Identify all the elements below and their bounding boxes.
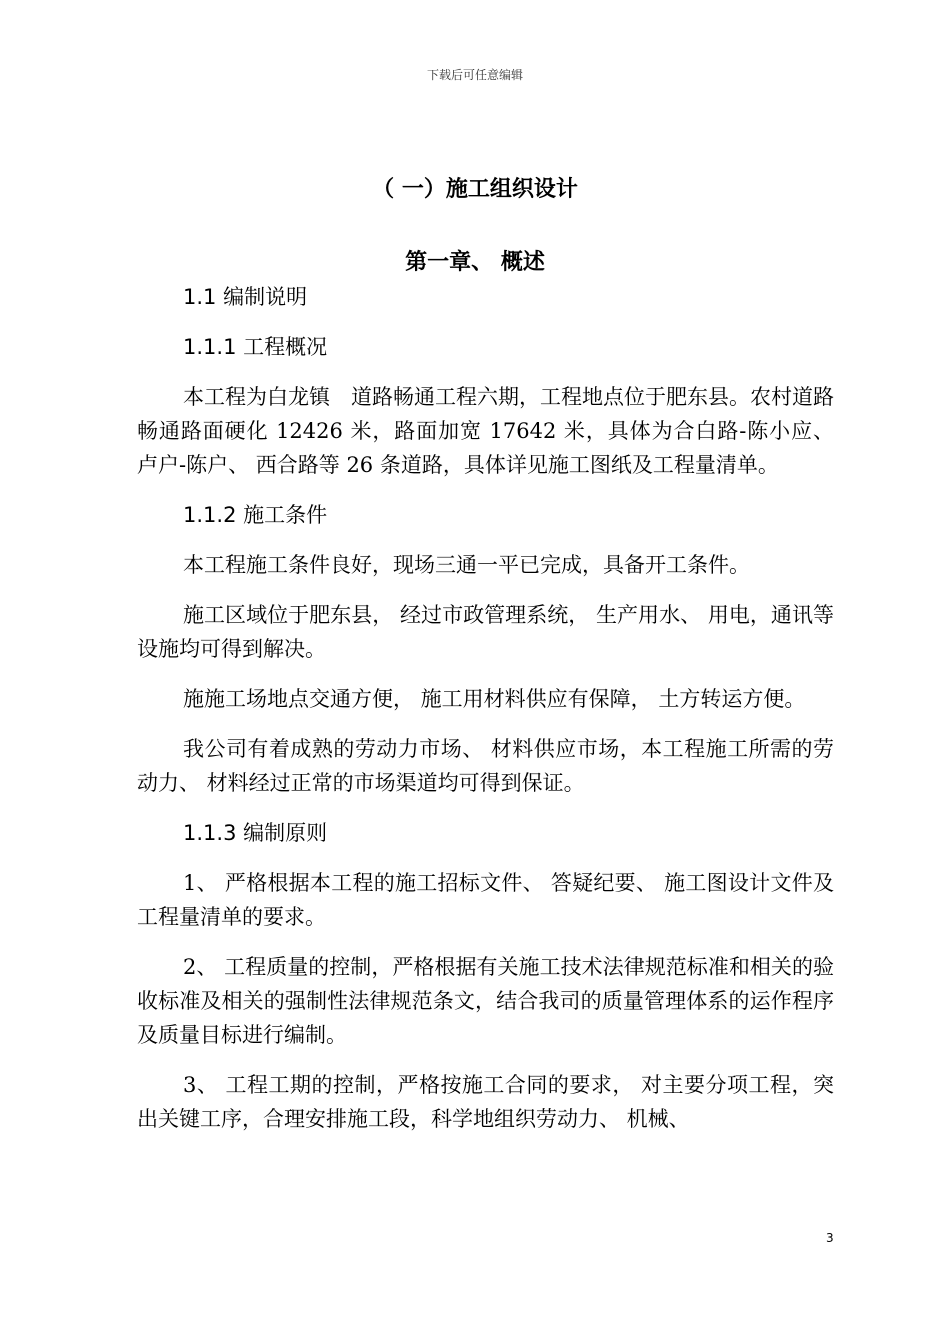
section-heading-1-1-2: 1.1.2 施工条件 <box>183 503 328 527</box>
section-heading-1-1-1: 1.1.1 工程概况 <box>183 335 328 359</box>
paragraph-conditions-2: 施工区域位于肥东县， 经过市政管理系统， 生产用水、 用电，通讯等设施均可得到解决。 <box>137 603 834 661</box>
chapter-title: 第一章、 概述 <box>405 250 545 275</box>
page-number: 3 <box>826 1231 834 1245</box>
paragraph-conditions-4: 我公司有着成熟的劳动力市场、 材料供应市场，本工程施工所需的劳动力、 材料经过正常的市场渠道均可得到保证。 <box>137 737 834 795</box>
document-body <box>137 280 834 1152</box>
paragraph-principle-1: 1、 严格根据本工程的施工招标文件、 答疑纪要、 施工图设计文件及工程量清单的要求。 <box>137 871 834 929</box>
section-heading-1-1-3: 1.1.3 编制原则 <box>183 821 328 845</box>
paragraph-conditions-1: 本工程施工条件良好，现场三通一平已完成，具备开工条件。 <box>183 553 750 577</box>
document-title: （ 一）施工组织设计 <box>372 177 578 202</box>
header-note: 下载后可任意编辑 <box>426 68 523 82</box>
section-heading-1-1: 1.1 编制说明 <box>183 285 308 309</box>
paragraph-conditions-3: 施施工场地点交通方便， 施工用材料供应有保障， 土方转运方便。 <box>183 687 806 711</box>
paragraph-principle-2: 2、 工程质量的控制，严格根据有关施工技术法律规范标准和相关的验收标准及相关的强制性法律规范条文，结合我司的质量管理体系的运作程序及质量目标进行编制。 <box>137 955 834 1047</box>
paragraph-project-overview: 本工程为白龙镇 道路畅通工程六期，工程地点位于肥东县。农村道路畅通路面硬化 12426 米，路面加宽 17642 米，具体为合白路-陈小应、 卢户-陈户、 西合路等 26 条道路，具体详见施工图纸及工程量清单。 <box>137 385 834 477</box>
paragraph-principle-3: 3、 工程工期的控制，严格按施工合同的要求， 对主要分项工程，突出关键工序，合理安排施工段，科学地组织劳动力、 机械、 <box>137 1073 834 1131</box>
